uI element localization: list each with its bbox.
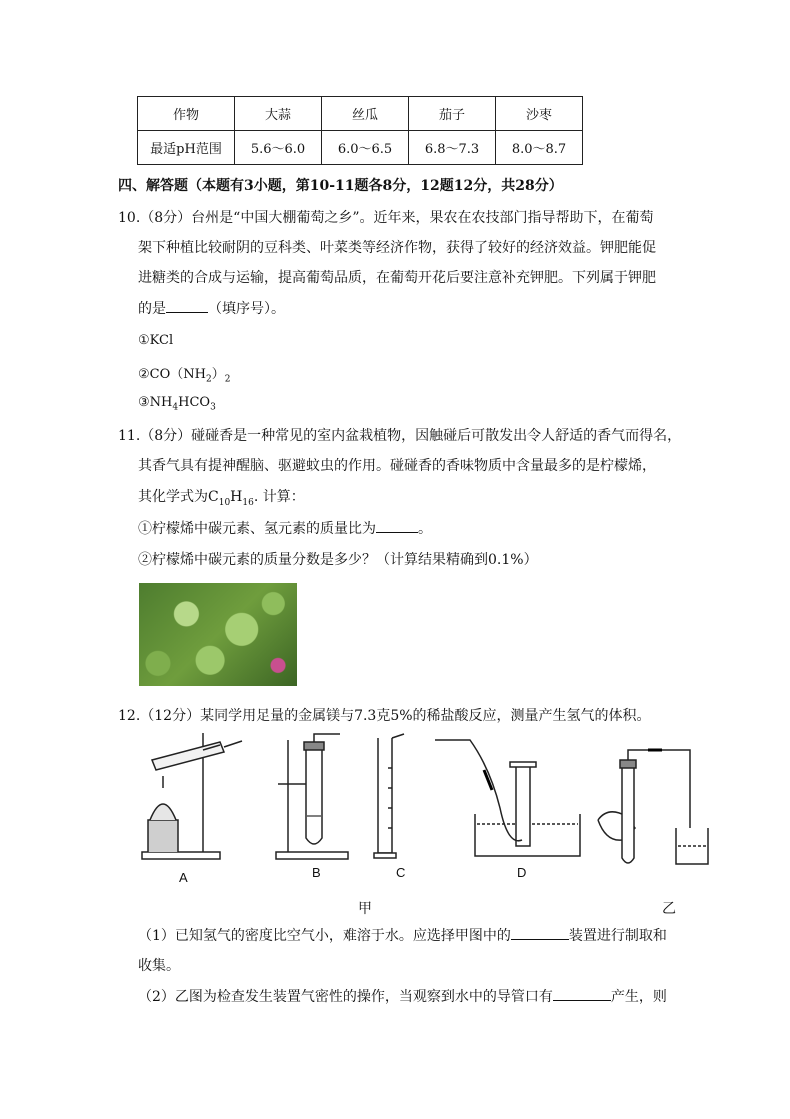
figure-yi-label: 乙 bbox=[662, 900, 676, 916]
q11-sub1-text: ①柠檬烯中碳元素、氢元素的质量比为 bbox=[138, 521, 376, 537]
q11-text: H bbox=[230, 489, 243, 505]
q10-line4-pre: 的是 bbox=[138, 301, 166, 317]
opt3-text: HCO bbox=[178, 395, 211, 410]
table-cell: 6.8～7.3 bbox=[409, 131, 496, 165]
q10-option-2 bbox=[138, 363, 230, 385]
opt2-subscript: 2 bbox=[205, 374, 212, 385]
answer-blank[interactable] bbox=[166, 298, 208, 313]
opt2-subscript: 2 bbox=[224, 374, 231, 385]
apparatus-figure bbox=[130, 728, 730, 908]
table-cell: 6.0～6.5 bbox=[322, 131, 409, 165]
q12-part2-text: 产生，则 bbox=[610, 989, 667, 1005]
table-cell: 茄子 bbox=[409, 97, 496, 131]
q11-subscript: 16 bbox=[242, 497, 254, 508]
label-A: A bbox=[179, 870, 188, 885]
q10-option-1: ①KCl bbox=[138, 333, 174, 348]
test-tube-A bbox=[152, 742, 224, 770]
q11-subscript: 10 bbox=[218, 497, 231, 508]
ph-table bbox=[137, 96, 583, 165]
table-cell: 最适pH范围 bbox=[138, 131, 235, 165]
label-C: C bbox=[396, 865, 406, 880]
table-cell: 8.0～8.7 bbox=[496, 131, 583, 165]
graduated-cylinder bbox=[378, 738, 392, 853]
section-title: 四、解答题（本题有3小题，第10-11题各8分，12题12分，共28分） bbox=[118, 178, 563, 194]
inverted-cylinder bbox=[516, 766, 530, 846]
table-cell: 5.6～6.0 bbox=[235, 131, 322, 165]
alcohol-lamp bbox=[150, 804, 176, 820]
q11-sub2: ②柠檬烯中碳元素的质量分数是多少？（计算结果精确到0.1%） bbox=[138, 552, 538, 568]
label-D: D bbox=[517, 865, 527, 880]
table-cell: 作物 bbox=[138, 97, 235, 131]
q10-line1: 10.（8分）台州是“中国大棚葡萄之乡”。近年来，果农在农技部门指导帮助下，在葡萄 bbox=[118, 210, 654, 226]
table-cell: 大蒜 bbox=[235, 97, 322, 131]
q12-part2 bbox=[138, 986, 667, 1006]
wood-block bbox=[148, 820, 178, 852]
label-B: B bbox=[312, 865, 321, 880]
stand-base bbox=[142, 852, 220, 859]
opt3-text: ③NH bbox=[138, 395, 173, 410]
q11-line3 bbox=[138, 486, 305, 508]
q12-part1-line2: 收集。 bbox=[138, 958, 180, 974]
answer-blank[interactable] bbox=[511, 925, 569, 940]
q11-text: . 计算： bbox=[253, 489, 305, 505]
q10-line4-post: （填序号）。 bbox=[208, 301, 285, 317]
table-row bbox=[138, 97, 583, 131]
figure-jia-label: 甲 bbox=[358, 900, 372, 916]
q11-line1: 11.（8分）碰碰香是一种常见的室内盆栽植物，因触碰后可散发出令人舒适的香气而得名， bbox=[118, 428, 682, 444]
answer-blank[interactable] bbox=[553, 986, 611, 1001]
table-cell: 丝瓜 bbox=[322, 97, 409, 131]
q10-line4 bbox=[138, 298, 285, 318]
q11-line2: 其香气具有提神醒脑、驱避蚊虫的作用。碰碰香的香味物质中含量最多的是柠檬烯， bbox=[138, 458, 656, 474]
q10-option-3 bbox=[138, 395, 216, 413]
q12-part2-text: （2）乙图为检查发生装置气密性的操作，当观察到水中的导管口有 bbox=[138, 989, 553, 1005]
q11-sub1 bbox=[138, 518, 432, 538]
q10-line2: 架下种植比较耐阴的豆科类、叶菜类等经济作物，获得了较好的经济效益。钾肥能促 bbox=[138, 240, 656, 256]
table-row bbox=[138, 131, 583, 165]
opt3-subscript: 3 bbox=[210, 402, 216, 413]
table-cell: 沙枣 bbox=[496, 97, 583, 131]
test-tube-B bbox=[306, 748, 322, 844]
plant-photo bbox=[139, 583, 297, 686]
q11-sub1-text: 。 bbox=[418, 521, 432, 537]
opt2-text: ） bbox=[211, 367, 225, 382]
q12-part1-text: （1）已知氢气的密度比空气小，难溶于水。应选择甲图中的 bbox=[138, 928, 511, 944]
q12-part1-text: 装置进行制取和 bbox=[568, 928, 667, 944]
opt2-text: ②CO（NH bbox=[138, 367, 206, 382]
q12-line1: 12.（12分）某同学用足量的金属镁与7.3克5%的稀盐酸反应，测量产生氢气的体积。 bbox=[118, 708, 651, 724]
answer-blank[interactable] bbox=[376, 518, 418, 533]
q10-line3: 进糖类的合成与运输，提高葡萄品质，在葡萄开花后要注意补充钾肥。下列属于钾肥 bbox=[138, 270, 656, 286]
opt3-subscript: 4 bbox=[172, 402, 179, 413]
test-tube-yi bbox=[622, 766, 634, 863]
q11-text: 其化学式为C bbox=[138, 489, 219, 505]
q12-part1 bbox=[138, 925, 667, 945]
